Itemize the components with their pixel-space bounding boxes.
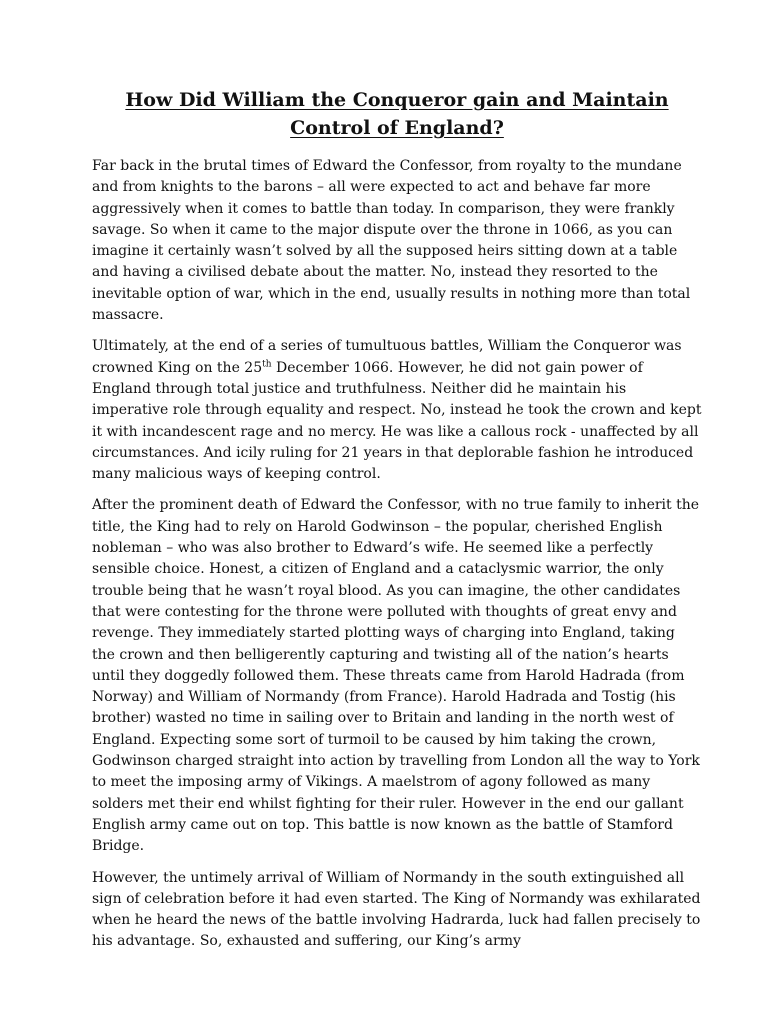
document-title (92, 86, 702, 142)
paragraph-2-text-start: Ultimately, at the end of a series of tumultuous battles, William the Conqueror was crowned King on the 25 (92, 338, 682, 376)
document-page (92, 86, 702, 963)
ordinal-suffix: th (262, 359, 272, 370)
paragraph-2 (92, 336, 702, 485)
paragraph-2-text-end: December 1066. However, he did not gain power of England through total justice and truthfulness. Neither did he maintain his imperative role through equality and respect. No, instead he took the crown and kept it with incandescent rage and no mercy. He was like a callous rock - unaffected by all circumstances. And icily ruling for 21 years in that deplorable fashion he introduced many malicious ways of keeping control. (92, 359, 702, 483)
title-line-1: How Did William the Conqueror gain and Maintain (125, 89, 669, 111)
paragraph-1: Far back in the brutal times of Edward the Confessor, from royalty to the mundane and from knights to the barons – all were expected to act and behave far more aggressively when it comes to battle than today. In comparison, they were frankly savage. So when it came to the major dispute over the throne in 1066, as you can imagine it certainly wasn’t solved by all the supposed heirs sitting down at a table and having a civilised debate about the matter. No, instead they resorted to the inevitable option of war, which in the end, usually results in nothing more than total massacre. (92, 158, 691, 324)
paragraph-3: After the prominent death of Edward the Confessor, with no true family to inherit the title, the King had to rely on Harold Godwinson – the popular, cherished English nobleman – who was also brother to Edward’s wife. He seemed like a perfectly sensible choice. Honest, a citizen of England and a cataclysmic warrior, the only trouble being that he wasn’t royal blood. As you can imagine, the other candidates that were contesting for the throne were polluted with thoughts of great envy and revenge. They immediately started plotting ways of charging into England, taking the crown and then belligerently capturing and twisting all of the nation’s hearts until they doggedly followed them. These threats came from Harold Hadrada (from Norway) and William of Normandy (from France). Harold Hadrada and Tostig (his brother) wasted no time in sailing over to Britain and landing in the north west of England. Expecting some sort of turmoil to be caused by him taking the crown, Godwinson charged straight into action by travelling from London all the way to York to meet the imposing army of Vikings. A maelstrom of agony followed as many solders met their end whilst fighting for their ruler. However in the end our gallant English army came out on top. This battle is now known as the battle of Stamford Bridge. (92, 497, 700, 855)
paragraph-4: However, the untimely arrival of William of Normandy in the south extinguished all sign of celebration before it had even started. The King of Normandy was exhilarated when he heard the news of the battle involving Hadrarda, luck had fallen precisely to his advantage. So, exhausted and suffering, our King’s army (92, 869, 701, 950)
title-line-2: Control of England? (290, 117, 504, 139)
